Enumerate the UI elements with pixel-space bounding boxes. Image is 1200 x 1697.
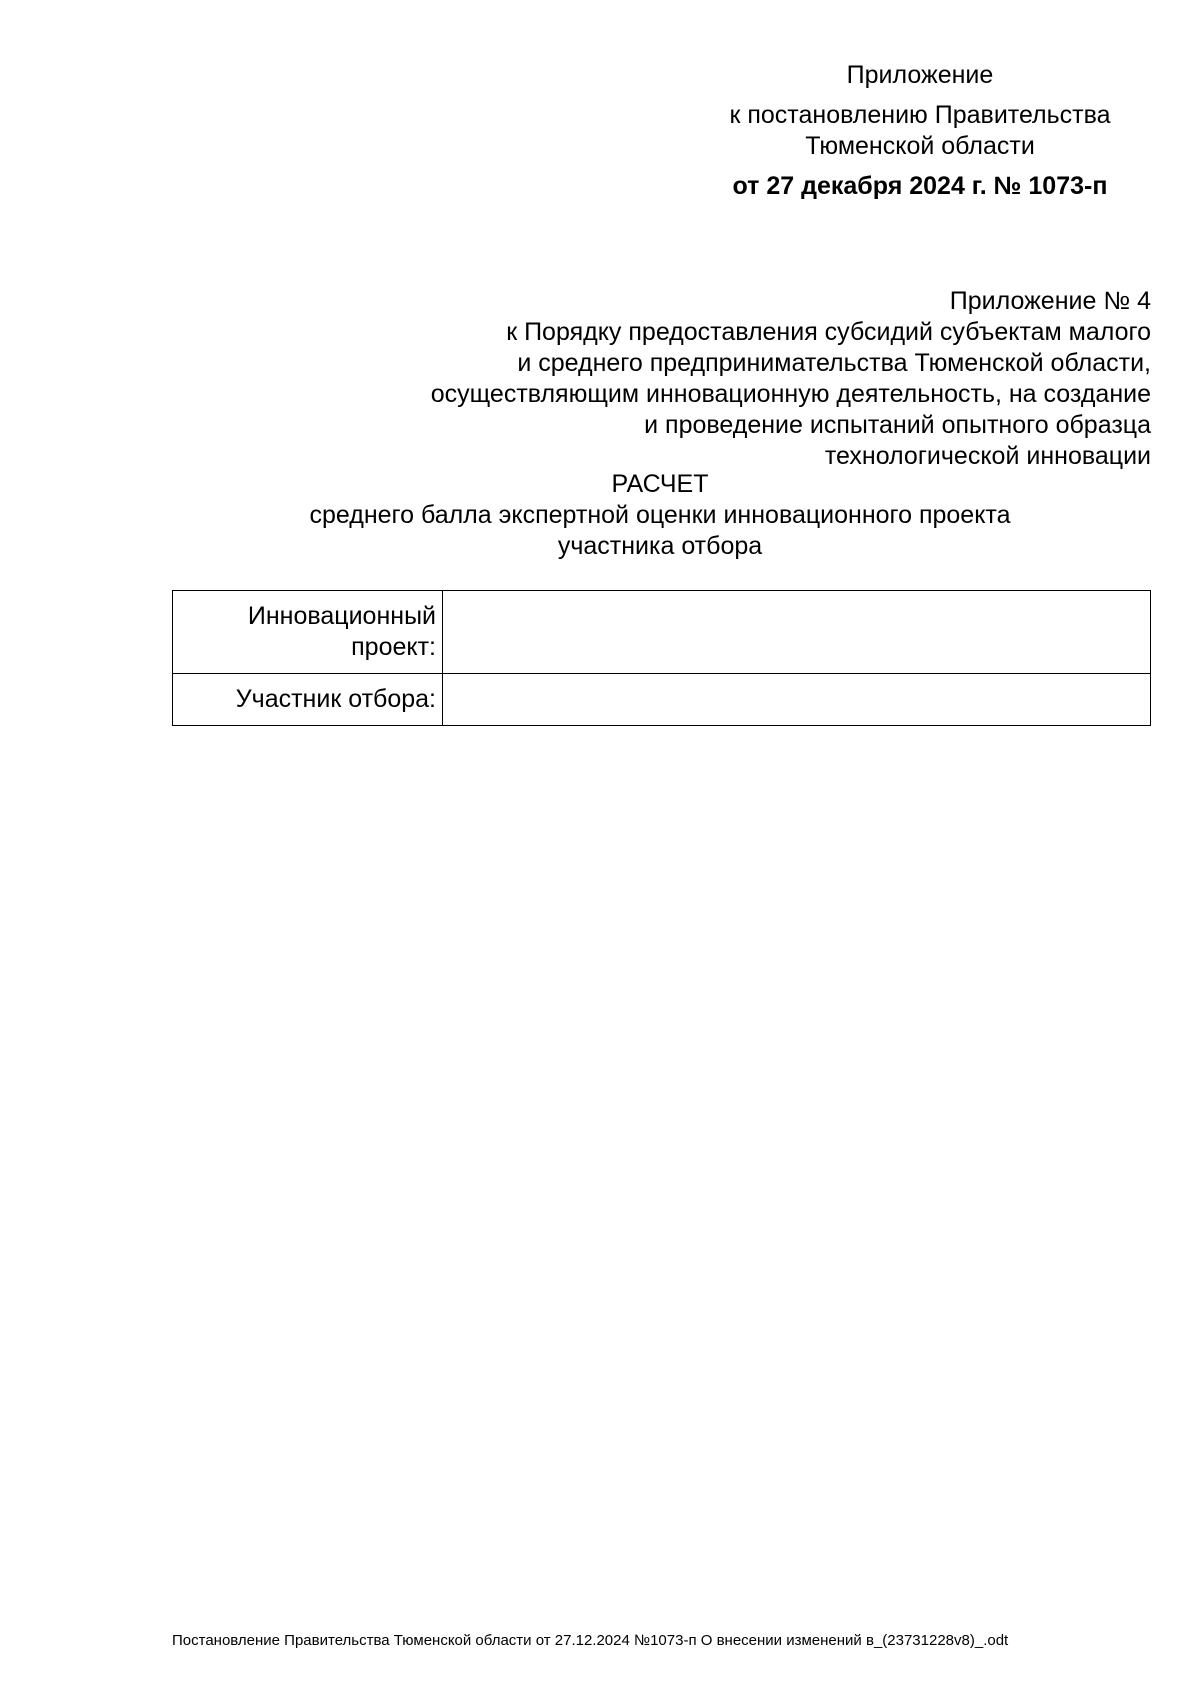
document-title [160,469,1160,562]
header-date-number: от 27 декабря 2024 г. № 1073-п [732,172,1108,200]
title-subtitle: участника отбора [557,532,763,560]
table-row [173,591,1151,674]
participant-value-field[interactable] [443,674,1151,726]
project-info-table [172,590,1151,726]
project-value-field[interactable] [443,591,1151,674]
header-resolution-ref: к постановлению Правительства [729,101,1111,129]
title-subtitle: среднего балла экспертной оценки инновационного проекта [309,501,1011,529]
participant-label-cell [173,674,443,726]
project-label-cell [173,591,443,674]
appendix-reference [331,286,1151,472]
appendix-line: и среднего предпринимательства Тюменской области, [517,349,1151,377]
project-label: проект: [351,633,436,661]
header-appendix-label: Приложение [846,61,994,89]
participant-label: Участник отбора: [235,685,436,713]
appendix-line: технологической инновации [824,442,1151,470]
project-label: Инновационный [247,602,436,630]
resolution-header [700,60,1140,202]
header-region: Тюменской области [805,132,1035,160]
title-main: РАСЧЕТ [611,470,709,498]
footer-filename: Постановление Правительства Тюменской области от 27.12.2024 №1073-п О внесении изменений в_(23731228v8)_.odt [172,1632,1009,1649]
appendix-line: осуществляющим инновационную деятельность, на создание [430,380,1151,408]
appendix-line: к Порядку предоставления субсидий субъектам малого [506,318,1151,346]
table-row [173,674,1151,726]
appendix-line: и проведение испытаний опытного образца [644,411,1151,439]
appendix-line: Приложение № 4 [949,287,1151,315]
